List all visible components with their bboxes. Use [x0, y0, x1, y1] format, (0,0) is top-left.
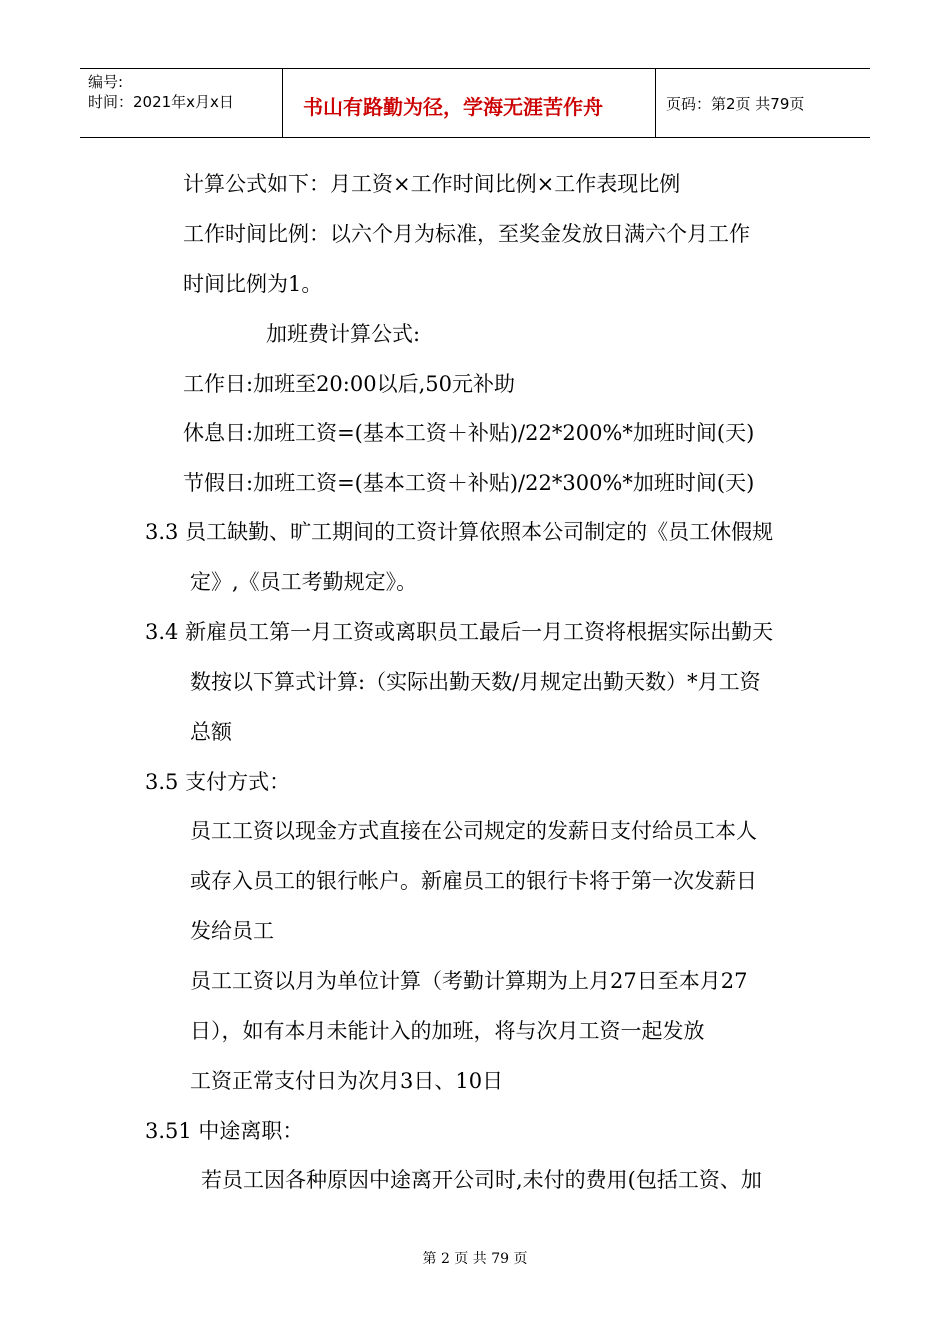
body-line: 加班费计算公式:	[266, 322, 421, 346]
section-3-5: 3.5 支付方式：	[145, 770, 291, 794]
body-line: 计算公式如下：月工资×工作时间比例×工作表现比例	[183, 172, 681, 196]
doc-number-label: 编号:	[88, 73, 124, 91]
body-line: 定》,《员工考勤规定》。	[190, 570, 418, 594]
body-line: 工资正常支付日为次月3日、10日	[190, 1069, 504, 1093]
header-meta	[80, 69, 283, 137]
body-line: 日），如有本月未能计入的加班，将与次月工资一起发放	[190, 1019, 705, 1043]
body-line: 或存入员工的银行帐户。新雇员工的银行卡将于第一次发薪日	[190, 869, 757, 893]
header-page-number: 页码：第2页 共79页	[666, 95, 805, 113]
section-3-3: 3.3 员工缺勤、旷工期间的工资计算依照本公司制定的《员工休假规	[145, 520, 774, 544]
body-line: 员工工资以现金方式直接在公司规定的发薪日支付给员工本人	[190, 819, 757, 843]
body-line: 节假日:加班工资=(基本工资＋补贴)/22*300%*加班时间(天)	[183, 471, 755, 495]
body-line: 时间比例为1。	[183, 272, 323, 296]
body-line: 数按以下算式计算:（实际出勤天数/月规定出勤天数）*月工资	[190, 670, 761, 694]
body-line: 工作日:加班至20:00以后,50元补助	[183, 372, 515, 396]
section-3-51: 3.51 中途离职：	[145, 1119, 304, 1143]
header-page-cell	[656, 69, 870, 137]
doc-time-label: 时间：2021年x月x日	[88, 93, 234, 111]
body-line: 若员工因各种原因中途离开公司时,未付的费用(包括工资、加	[201, 1168, 762, 1192]
page-footer: 第 2 页 共 79 页	[422, 1251, 528, 1267]
body-line: 总额	[190, 720, 232, 744]
header-motto: 书山有路勤为径，学海无涯苦作舟	[303, 95, 603, 119]
body-line: 休息日:加班工资=(基本工资＋补贴)/22*200%*加班时间(天)	[183, 421, 755, 445]
section-3-4: 3.4 新雇员工第一月工资或离职员工最后一月工资将根据实际出勤天	[145, 620, 774, 644]
body-line: 员工工资以月为单位计算（考勤计算期为上月27日至本月27	[190, 969, 748, 993]
body-line: 工作时间比例：以六个月为标准，至奖金发放日满六个月工作	[183, 222, 750, 246]
header-motto-cell	[283, 69, 656, 137]
body-line: 发给员工	[190, 919, 274, 943]
page-header	[80, 68, 870, 138]
